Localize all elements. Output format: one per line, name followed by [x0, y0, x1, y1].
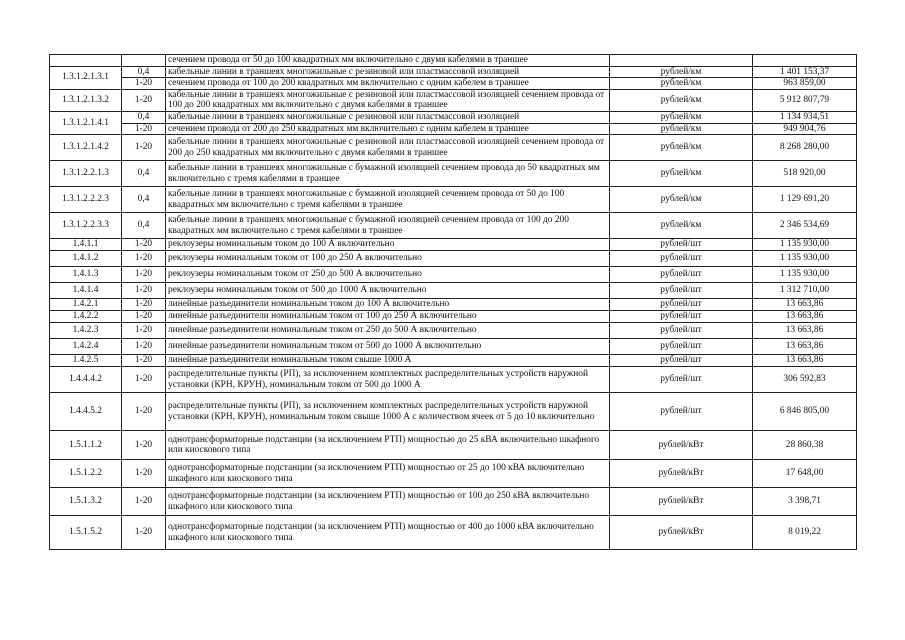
row-value: 13 663,86 — [753, 355, 857, 367]
row-value: 17 648,00 — [753, 460, 857, 488]
table-row — [50, 251, 857, 267]
row-code: 1.3.1.2.1.3.2 — [50, 89, 122, 111]
row-code: 1.5.1.2.2 — [50, 460, 122, 488]
row-voltage: 1-20 — [122, 78, 166, 90]
tariff-table — [49, 54, 857, 550]
row-value: 1 129 691,20 — [753, 187, 857, 213]
row-description: распределительные пункты (РП), за исключением комплектных распределительных устройств наружной установки (КРН, КРУН), номинальным током от 500 до 1000 А — [166, 367, 610, 393]
row-unit: рублей/км — [610, 123, 753, 135]
row-unit: рублей/шт — [610, 299, 753, 311]
table-row — [50, 78, 857, 90]
row-description: реклоузеры номинальным током от 250 до 500 А включительно — [166, 267, 610, 283]
row-description: сечением провода от 200 до 250 квадратных мм включительно с одним кабелем в траншее — [166, 123, 610, 135]
table-row — [50, 367, 857, 393]
row-voltage: 1-20 — [122, 516, 166, 550]
row-description: реклоузеры номинальным током от 100 до 250 А включительно — [166, 251, 610, 267]
row-unit: рублей/кВт — [610, 460, 753, 488]
row-code: 1.4.1.4 — [50, 283, 122, 299]
row-code: 1.4.2.4 — [50, 339, 122, 355]
row-code: 1.3.1.2.2.1.3 — [50, 161, 122, 187]
table-row — [50, 66, 857, 78]
row-code: 1.4.2.5 — [50, 355, 122, 367]
row-voltage: 0,4 — [122, 187, 166, 213]
row-unit: рублей/км — [610, 78, 753, 90]
table-row — [50, 89, 857, 111]
row-value: 963 859,00 — [753, 78, 857, 90]
row-unit: рублей/шт — [610, 283, 753, 299]
row-description: реклоузеры номинальным током от 500 до 1000 А включительно — [166, 283, 610, 299]
row-unit: рублей/км — [610, 111, 753, 123]
row-description: кабельные линии в траншеях многожильные с резиновой или пластмассовой изоляцией — [166, 66, 610, 78]
row-voltage: 1-20 — [122, 488, 166, 516]
row-value: 1 401 153,37 — [753, 66, 857, 78]
table-row — [50, 488, 857, 516]
row-code: 1.4.1.1 — [50, 239, 122, 251]
row-code: 1.4.2.3 — [50, 323, 122, 339]
row-value: 8 268 280,00 — [753, 135, 857, 161]
row-value: 1 312 710,00 — [753, 283, 857, 299]
tariff-table-body — [50, 55, 857, 550]
row-value: 13 663,86 — [753, 299, 857, 311]
row-voltage: 1-20 — [122, 251, 166, 267]
row-unit: рублей/км — [610, 187, 753, 213]
row-code: 1.4.2.2 — [50, 311, 122, 323]
row-description: линейные разъединители номинальным током свыше 1000 А — [166, 355, 610, 367]
table-row — [50, 516, 857, 550]
row-code: 1.4.4.5.2 — [50, 393, 122, 431]
row-code: 1.3.1.2.2.3.3 — [50, 213, 122, 239]
row-unit: рублей/км — [610, 161, 753, 187]
row-voltage: 1-20 — [122, 311, 166, 323]
row-code: 1.3.1.2.1.3.1 — [50, 66, 122, 89]
row-voltage: 1-20 — [122, 89, 166, 111]
row-unit: рублей/кВт — [610, 431, 753, 460]
table-row — [50, 267, 857, 283]
row-voltage: 0,4 — [122, 213, 166, 239]
row-voltage: 1-20 — [122, 123, 166, 135]
row-description: реклоузеры номинальным током до 100 А включительно — [166, 239, 610, 251]
row-code — [50, 55, 122, 67]
table-row — [50, 55, 857, 67]
row-description: сечением провода от 50 до 100 квадратных мм включительно с двумя кабелями в траншее — [166, 55, 610, 67]
row-code: 1.4.2.1 — [50, 299, 122, 311]
row-voltage: 1-20 — [122, 339, 166, 355]
row-description: распределительные пункты (РП), за исключением комплектных распределительных устройств наружной установки (КРН, КРУН), номинальным током свыше 1000 А с количеством ячеек от 5 до 10 включительно — [166, 393, 610, 431]
row-description: линейные разъединители номинальным током от 250 до 500 А включительно — [166, 323, 610, 339]
row-voltage: 0,4 — [122, 161, 166, 187]
row-value: 1 135 930,00 — [753, 251, 857, 267]
row-description: однотрансформаторные подстанции (за исключением РТП) мощностью от 100 до 250 кВА включительно шкафного или киоскового типа — [166, 488, 610, 516]
table-row — [50, 239, 857, 251]
row-description: сечением провода от 100 до 200 квадратных мм включительно с одним кабелем в траншее — [166, 78, 610, 90]
table-row — [50, 311, 857, 323]
row-voltage: 1-20 — [122, 393, 166, 431]
row-voltage: 0,4 — [122, 66, 166, 78]
row-value: 306 592,83 — [753, 367, 857, 393]
row-voltage: 1-20 — [122, 431, 166, 460]
row-value: 5 912 807,79 — [753, 89, 857, 111]
row-voltage: 1-20 — [122, 299, 166, 311]
row-unit: рублей/шт — [610, 311, 753, 323]
table-row — [50, 339, 857, 355]
row-code: 1.5.1.5.2 — [50, 516, 122, 550]
row-voltage — [122, 55, 166, 67]
row-value: 1 135 930,00 — [753, 239, 857, 251]
table-row — [50, 213, 857, 239]
row-description: однотрансформаторные подстанции (за исключением РТП) мощностью от 400 до 1000 кВА включительно шкафного или киоскового типа — [166, 516, 610, 550]
row-unit: рублей/шт — [610, 339, 753, 355]
table-row — [50, 355, 857, 367]
row-code: 1.5.1.1.2 — [50, 431, 122, 460]
row-value: 28 860,38 — [753, 431, 857, 460]
row-value: 6 846 805,00 — [753, 393, 857, 431]
table-row — [50, 135, 857, 161]
row-code: 1.5.1.3.2 — [50, 488, 122, 516]
row-voltage: 0,4 — [122, 111, 166, 123]
row-unit: рублей/км — [610, 213, 753, 239]
row-unit: рублей/шт — [610, 323, 753, 339]
row-description: линейные разъединители номинальным током до 100 А включительно — [166, 299, 610, 311]
row-voltage: 1-20 — [122, 283, 166, 299]
row-value: 13 663,86 — [753, 311, 857, 323]
row-unit: рублей/кВт — [610, 516, 753, 550]
row-description: однотрансформаторные подстанции (за исключением РТП) мощностью до 25 кВА включительно шкафного или киоскового типа — [166, 431, 610, 460]
table-row — [50, 460, 857, 488]
row-unit: рублей/шт — [610, 355, 753, 367]
row-unit: рублей/шт — [610, 251, 753, 267]
row-description: кабельные линии в траншеях многожильные с бумажной изоляцией сечением провода от 50 до 100 квадратных мм включительно с тремя кабелями в траншее — [166, 187, 610, 213]
row-description: кабельные линии в траншеях многожильные с резиновой или пластмассовой изоляцией сечением провода от 200 до 250 квадратных мм включительно с двумя кабелями в траншее — [166, 135, 610, 161]
row-value: 3 398,71 — [753, 488, 857, 516]
row-unit: рублей/шт — [610, 239, 753, 251]
row-value: 13 663,86 — [753, 339, 857, 355]
row-unit: рублей/км — [610, 89, 753, 111]
row-value: 1 134 934,51 — [753, 111, 857, 123]
row-code: 1.4.1.2 — [50, 251, 122, 267]
table-row — [50, 283, 857, 299]
row-description: линейные разъединители номинальным током от 500 до 1000 А включительно — [166, 339, 610, 355]
row-voltage: 1-20 — [122, 135, 166, 161]
table-row — [50, 111, 857, 123]
row-code: 1.3.1.2.1.4.2 — [50, 135, 122, 161]
table-row — [50, 431, 857, 460]
row-unit — [610, 55, 753, 67]
row-value: 8 019,22 — [753, 516, 857, 550]
row-voltage: 1-20 — [122, 267, 166, 283]
row-value: 518 920,00 — [753, 161, 857, 187]
row-code: 1.4.4.4.2 — [50, 367, 122, 393]
row-description: однотрансформаторные подстанции (за исключением РТП) мощностью от 25 до 100 кВА включительно шкафного или киоскового типа — [166, 460, 610, 488]
row-description: кабельные линии в траншеях многожильные с резиновой или пластмассовой изоляцией сечением провода от 100 до 200 квадратных мм включительно с двумя кабелями в траншее — [166, 89, 610, 111]
table-row — [50, 299, 857, 311]
row-voltage: 1-20 — [122, 460, 166, 488]
row-value — [753, 55, 857, 67]
row-voltage: 1-20 — [122, 367, 166, 393]
row-unit: рублей/км — [610, 135, 753, 161]
row-value: 1 135 930,00 — [753, 267, 857, 283]
row-unit: рублей/шт — [610, 393, 753, 431]
row-value: 13 663,86 — [753, 323, 857, 339]
row-description: кабельные линии в траншеях многожильные с бумажной изоляцией сечением провода до 50 квадратных мм включительно с тремя кабелями в траншее — [166, 161, 610, 187]
table-row — [50, 161, 857, 187]
table-row — [50, 187, 857, 213]
row-description: линейные разъединители номинальным током от 100 до 250 А включительно — [166, 311, 610, 323]
row-value: 2 346 534,69 — [753, 213, 857, 239]
table-row — [50, 323, 857, 339]
row-voltage: 1-20 — [122, 239, 166, 251]
row-code: 1.3.1.2.2.2.3 — [50, 187, 122, 213]
row-voltage: 1-20 — [122, 323, 166, 339]
row-unit: рублей/км — [610, 66, 753, 78]
row-unit: рублей/шт — [610, 367, 753, 393]
row-unit: рублей/кВт — [610, 488, 753, 516]
row-voltage: 1-20 — [122, 355, 166, 367]
row-value: 949 904,76 — [753, 123, 857, 135]
row-code: 1.4.1.3 — [50, 267, 122, 283]
table-row — [50, 393, 857, 431]
row-description: кабельные линии в траншеях многожильные с бумажной изоляцией сечением провода от 100 до 200 квадратных мм включительно с тремя кабелями в траншее — [166, 213, 610, 239]
row-unit: рублей/шт — [610, 267, 753, 283]
row-description: кабельные линии в траншеях многожильные с резиновой или пластмассовой изоляцией — [166, 111, 610, 123]
table-row — [50, 123, 857, 135]
row-code: 1.3.1.2.1.4.1 — [50, 111, 122, 134]
